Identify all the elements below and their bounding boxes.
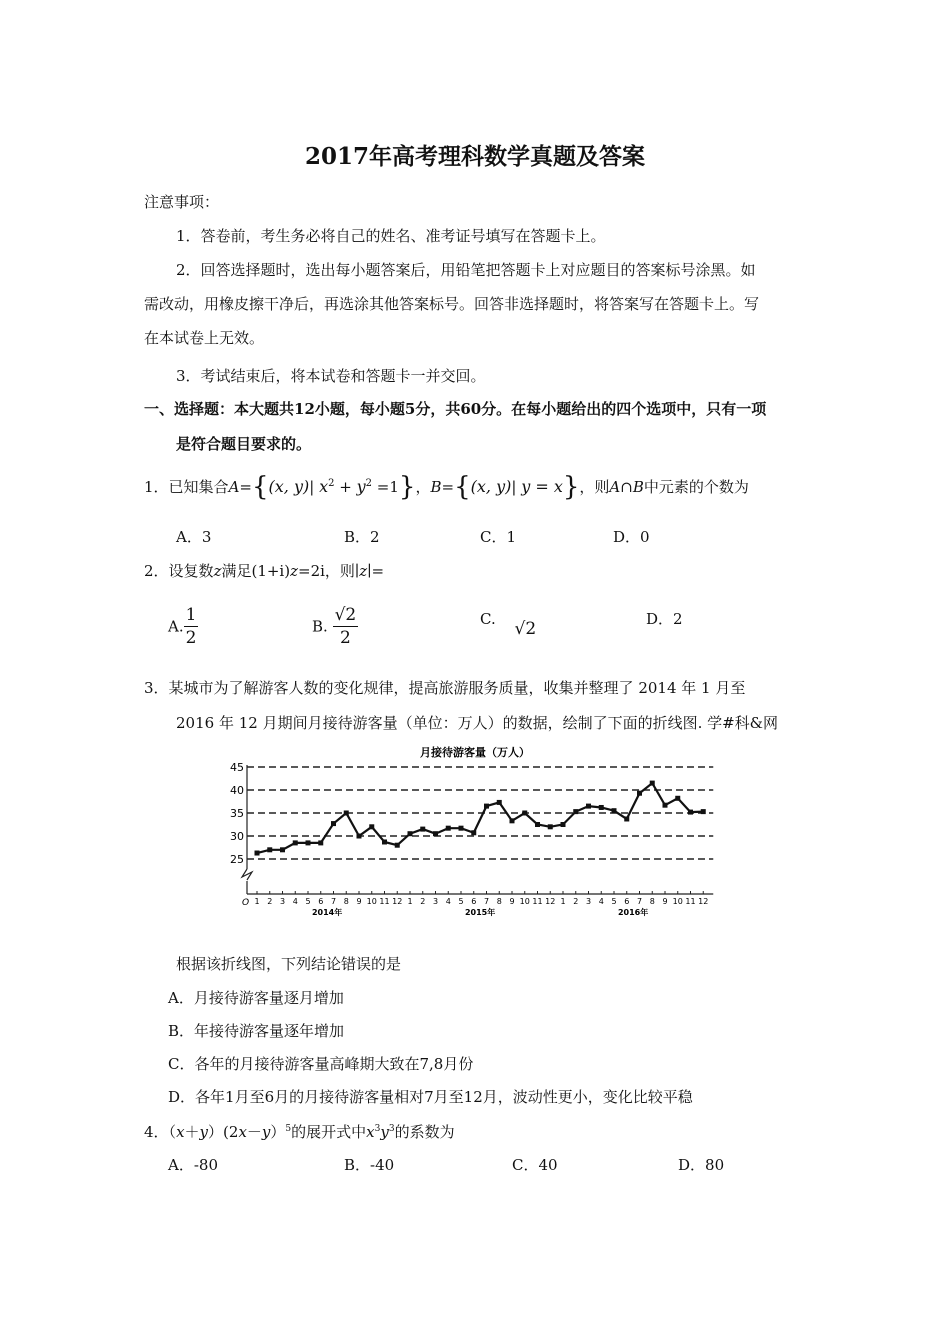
chart-series xyxy=(255,781,706,856)
right-brace: } xyxy=(398,472,416,502)
chart-grid xyxy=(247,767,713,859)
data-point xyxy=(522,811,527,816)
data-point xyxy=(612,808,617,813)
q3-line-2: 2016 年 12 月期间月接待游客量（单位：万人）的数据，绘制了下面的折线图. 学#科&网 xyxy=(176,714,779,732)
q1-y: y xyxy=(356,477,366,496)
chart-title: 月接待游客量（万人） xyxy=(420,746,530,759)
q2-z-3: z xyxy=(359,562,368,580)
data-point xyxy=(331,821,336,826)
x-tick-label: 9 xyxy=(356,897,362,906)
q1-condition-b: y = x xyxy=(521,477,563,496)
data-point xyxy=(548,824,553,829)
q4-x-3: x xyxy=(366,1123,375,1141)
x-tick-label: 5 xyxy=(611,897,617,906)
q2-z-2: z xyxy=(290,562,298,580)
q2-option-b-fraction xyxy=(333,604,359,649)
x-tick-label: 9 xyxy=(662,897,668,906)
q3-option-c: C．各年的月接待游客量高峰期大致在7,8月份 xyxy=(168,1055,474,1073)
data-point xyxy=(701,809,706,814)
axis-break-mark xyxy=(242,869,252,880)
x-tick-label: 12 xyxy=(545,897,556,906)
q2-option-c-label: C. xyxy=(480,610,496,628)
fraction-numerator: 1 xyxy=(185,605,197,625)
year-label: 2016年 xyxy=(617,908,649,917)
data-point xyxy=(637,791,642,796)
q1-bar-b: | xyxy=(511,478,517,496)
notice-item-2-line-1: 2．回答选择题时，选出每小题答案后，用铅笔把答题卡上对应题目的答案标号涂黑。如 xyxy=(176,261,756,279)
x-tick-label: 6 xyxy=(624,897,630,906)
q2-option-c-value: √2 xyxy=(514,619,537,639)
q2-option-d: D．2 xyxy=(646,610,683,628)
equals-sign: = xyxy=(239,478,252,496)
q2-text-b: 满足(1+i) xyxy=(221,562,291,580)
x-tick-label: 7 xyxy=(330,897,337,906)
y-tick-label: 35 xyxy=(230,807,244,820)
q4-option-d: D．80 xyxy=(678,1156,725,1174)
q1-option-d: D．0 xyxy=(613,528,650,546)
x-tick-label: 12 xyxy=(698,897,709,906)
data-point xyxy=(663,803,668,808)
x-tick-label: 5 xyxy=(305,897,311,906)
data-point xyxy=(471,830,476,835)
q4-number: 4． xyxy=(144,1123,169,1141)
equals-sign-b: = xyxy=(441,478,455,496)
x-tick-label: 7 xyxy=(636,897,643,906)
data-point xyxy=(318,840,323,845)
x-tick-label: 11 xyxy=(532,897,543,906)
q1-equals-one: =1 xyxy=(372,478,399,496)
q3-prompt: 根据该折线图，下列结论错误的是 xyxy=(176,955,402,973)
x-tick-label: 1 xyxy=(560,897,566,906)
data-point xyxy=(675,796,680,801)
year-label: 2014年 xyxy=(311,908,343,917)
q4-minus: － xyxy=(246,1123,262,1141)
data-point xyxy=(688,810,693,815)
notice-item-3: 3．考试结束后，将本试卷和答题卡一并交回。 xyxy=(176,367,486,385)
q2-option-c xyxy=(480,609,537,639)
fraction-denominator: 2 xyxy=(339,628,351,648)
x-tick-label: 2 xyxy=(267,897,273,906)
left-brace: { xyxy=(251,472,269,502)
q1-text-c: 中元素的个数为 xyxy=(643,478,749,496)
data-point xyxy=(255,851,260,856)
set-b-symbol-2: B xyxy=(632,478,644,496)
x-tick-label: 9 xyxy=(509,897,515,906)
q1-pair-b: (x, y) xyxy=(470,477,512,496)
q1-x: x xyxy=(319,477,329,496)
data-point xyxy=(280,847,285,852)
q1-option-b: B．2 xyxy=(344,528,380,546)
x-tick-label: 11 xyxy=(685,897,696,906)
data-point xyxy=(599,805,604,810)
q4-y-exp: 3 xyxy=(388,1124,395,1134)
q4-option-b: B．-40 xyxy=(344,1156,395,1174)
q2-option-a-fraction xyxy=(184,604,199,649)
data-point xyxy=(573,809,578,814)
data-point xyxy=(484,804,489,809)
q4-y: y xyxy=(199,1123,209,1141)
q2-number: 2． xyxy=(144,562,169,580)
q4-x-exp: 3 xyxy=(374,1124,381,1134)
q1-text-b: ，则 xyxy=(579,478,610,496)
x-tick-label: 3 xyxy=(432,897,439,906)
q3-line-1: 3．某城市为了解游客人数的变化规律，提高旅游服务质量，收集并整理了 2014 年 1 月至 xyxy=(144,679,746,697)
q3-option-a: A．月接待游客量逐月增加 xyxy=(168,989,344,1007)
q4-option-c: C．40 xyxy=(512,1156,558,1174)
q4-paren-close: ） xyxy=(270,1123,286,1141)
data-point xyxy=(408,831,413,836)
q2-option-a xyxy=(168,604,198,649)
q4-text-a: 的展开式中 xyxy=(291,1123,367,1141)
x-tick-label: 5 xyxy=(458,897,464,906)
x-tick-label: 6 xyxy=(471,897,477,906)
chart-axes xyxy=(242,765,713,894)
x-tick-label: 1 xyxy=(254,897,260,906)
q1-comma: ， xyxy=(415,478,431,496)
question-2 xyxy=(144,561,384,581)
q1-option-a: A．3 xyxy=(176,528,212,546)
x-tick-label: 7 xyxy=(483,897,490,906)
q4-plus: ＋ xyxy=(184,1123,200,1141)
x-tick-label: 4 xyxy=(598,897,604,906)
notice-item-1: 1．答卷前，考生务必将自己的姓名、准考证号填写在答题卡上。 xyxy=(176,227,606,245)
data-point xyxy=(446,826,451,831)
x-tick-label: 4 xyxy=(292,897,298,906)
x-tick-label: 10 xyxy=(366,897,377,906)
section-heading-line-2: 是符合题目要求的。 xyxy=(176,435,312,453)
data-point xyxy=(306,840,311,845)
q2-z: z xyxy=(213,562,222,580)
q1-x-exp: 2 xyxy=(328,478,335,489)
x-tick-label: 4 xyxy=(445,897,451,906)
data-point xyxy=(382,839,387,844)
data-point xyxy=(535,822,540,827)
q1-number: 1． xyxy=(144,478,169,496)
x-tick-label: 3 xyxy=(585,897,592,906)
year-label: 2015年 xyxy=(464,908,496,917)
q3-option-b: B．年接待游客量逐年增加 xyxy=(168,1022,345,1040)
x-tick-label: 10 xyxy=(519,897,530,906)
x-tick-label: 1 xyxy=(407,897,413,906)
chart-origin-label: O xyxy=(242,898,250,908)
x-tick-label: 6 xyxy=(318,897,324,906)
q4-x: x xyxy=(176,1123,185,1141)
q2-text-c: =2i，则∣ xyxy=(298,562,360,580)
chart-y-ticks xyxy=(230,761,244,866)
y-tick-label: 40 xyxy=(230,784,244,797)
series-line xyxy=(257,783,703,853)
data-point xyxy=(267,847,272,852)
y-tick-label: 30 xyxy=(230,830,244,843)
q4-x-2: x xyxy=(238,1123,247,1141)
left-brace-b: { xyxy=(454,472,471,502)
right-brace-b: } xyxy=(562,472,580,502)
fraction-numerator: √2 xyxy=(334,605,357,625)
q2-text-a: 设复数 xyxy=(168,562,214,580)
q4-text-b: 的系数为 xyxy=(394,1123,455,1141)
intersection-symbol: ∩ xyxy=(620,478,633,496)
x-tick-label: 8 xyxy=(649,897,655,906)
q2-option-a-label: A. xyxy=(168,617,184,636)
q1-pair-a: (x, y) xyxy=(268,477,310,496)
x-tick-label: 8 xyxy=(343,897,349,906)
data-point xyxy=(586,804,591,809)
q4-y-2: y xyxy=(261,1123,271,1141)
data-point xyxy=(510,818,515,823)
q4-power: 5 xyxy=(285,1124,292,1134)
y-tick-label: 45 xyxy=(230,761,244,774)
x-tick-label: 2 xyxy=(573,897,579,906)
q4-y-3: y xyxy=(380,1123,389,1141)
chart-x-ticks xyxy=(254,891,708,917)
data-point xyxy=(357,834,362,839)
q4-paren-open: （ xyxy=(168,1123,177,1141)
data-point xyxy=(624,816,629,821)
x-tick-label: 3 xyxy=(279,897,286,906)
notice-item-2-line-2: 需改动，用橡皮擦干净后，再选涂其他答案标号。回答非选择题时，将答案写在答题卡上。写 xyxy=(144,295,760,313)
q3-option-d: D．各年1月至6月的月接待游客量相对7月至12月，波动性更小，变化比较平稳 xyxy=(168,1088,693,1106)
set-b-symbol: B xyxy=(430,478,442,496)
question-4 xyxy=(144,1119,455,1142)
notice-heading: 注意事项： xyxy=(144,193,220,211)
notice-item-2-line-3: 在本试卷上无效。 xyxy=(144,329,265,347)
data-point xyxy=(459,826,464,831)
q4-paren-mid: ）(2 xyxy=(208,1123,239,1141)
q2-option-b xyxy=(312,604,358,649)
x-tick-label: 12 xyxy=(392,897,403,906)
y-tick-label: 25 xyxy=(230,853,244,866)
fraction-denominator: 2 xyxy=(185,628,197,648)
data-point xyxy=(369,824,374,829)
q1-bar-a: | xyxy=(309,478,315,496)
visitor-line-chart xyxy=(225,742,725,924)
data-point xyxy=(293,840,298,845)
x-tick-label: 2 xyxy=(420,897,426,906)
data-point xyxy=(395,843,400,848)
data-point xyxy=(420,827,425,832)
q1-y-exp: 2 xyxy=(365,478,373,489)
data-point xyxy=(650,781,655,786)
q2-option-b-label: B. xyxy=(312,617,328,636)
x-tick-label: 8 xyxy=(496,897,502,906)
data-point xyxy=(344,811,349,816)
x-tick-label: 10 xyxy=(672,897,683,906)
q1-plus: + xyxy=(334,478,357,496)
question-1 xyxy=(144,472,749,502)
data-point xyxy=(433,831,438,836)
q1-option-c: C．1 xyxy=(480,528,517,546)
data-point xyxy=(497,800,502,805)
q2-text-d: ∣= xyxy=(367,562,385,580)
data-point xyxy=(561,822,566,827)
set-a-symbol-2: A xyxy=(609,478,621,496)
q4-option-a: A．-80 xyxy=(168,1156,218,1174)
x-tick-label: 11 xyxy=(379,897,390,906)
section-heading-line-1: 一、选择题：本大题共12小题，每小题5分，共60分。在每小题给出的四个选项中，只有一项 xyxy=(144,400,767,418)
set-a-symbol: A xyxy=(228,478,240,496)
page-title: 2017年高考理科数学真题及答案 xyxy=(304,143,645,170)
q1-text-a: 已知集合 xyxy=(168,478,229,496)
